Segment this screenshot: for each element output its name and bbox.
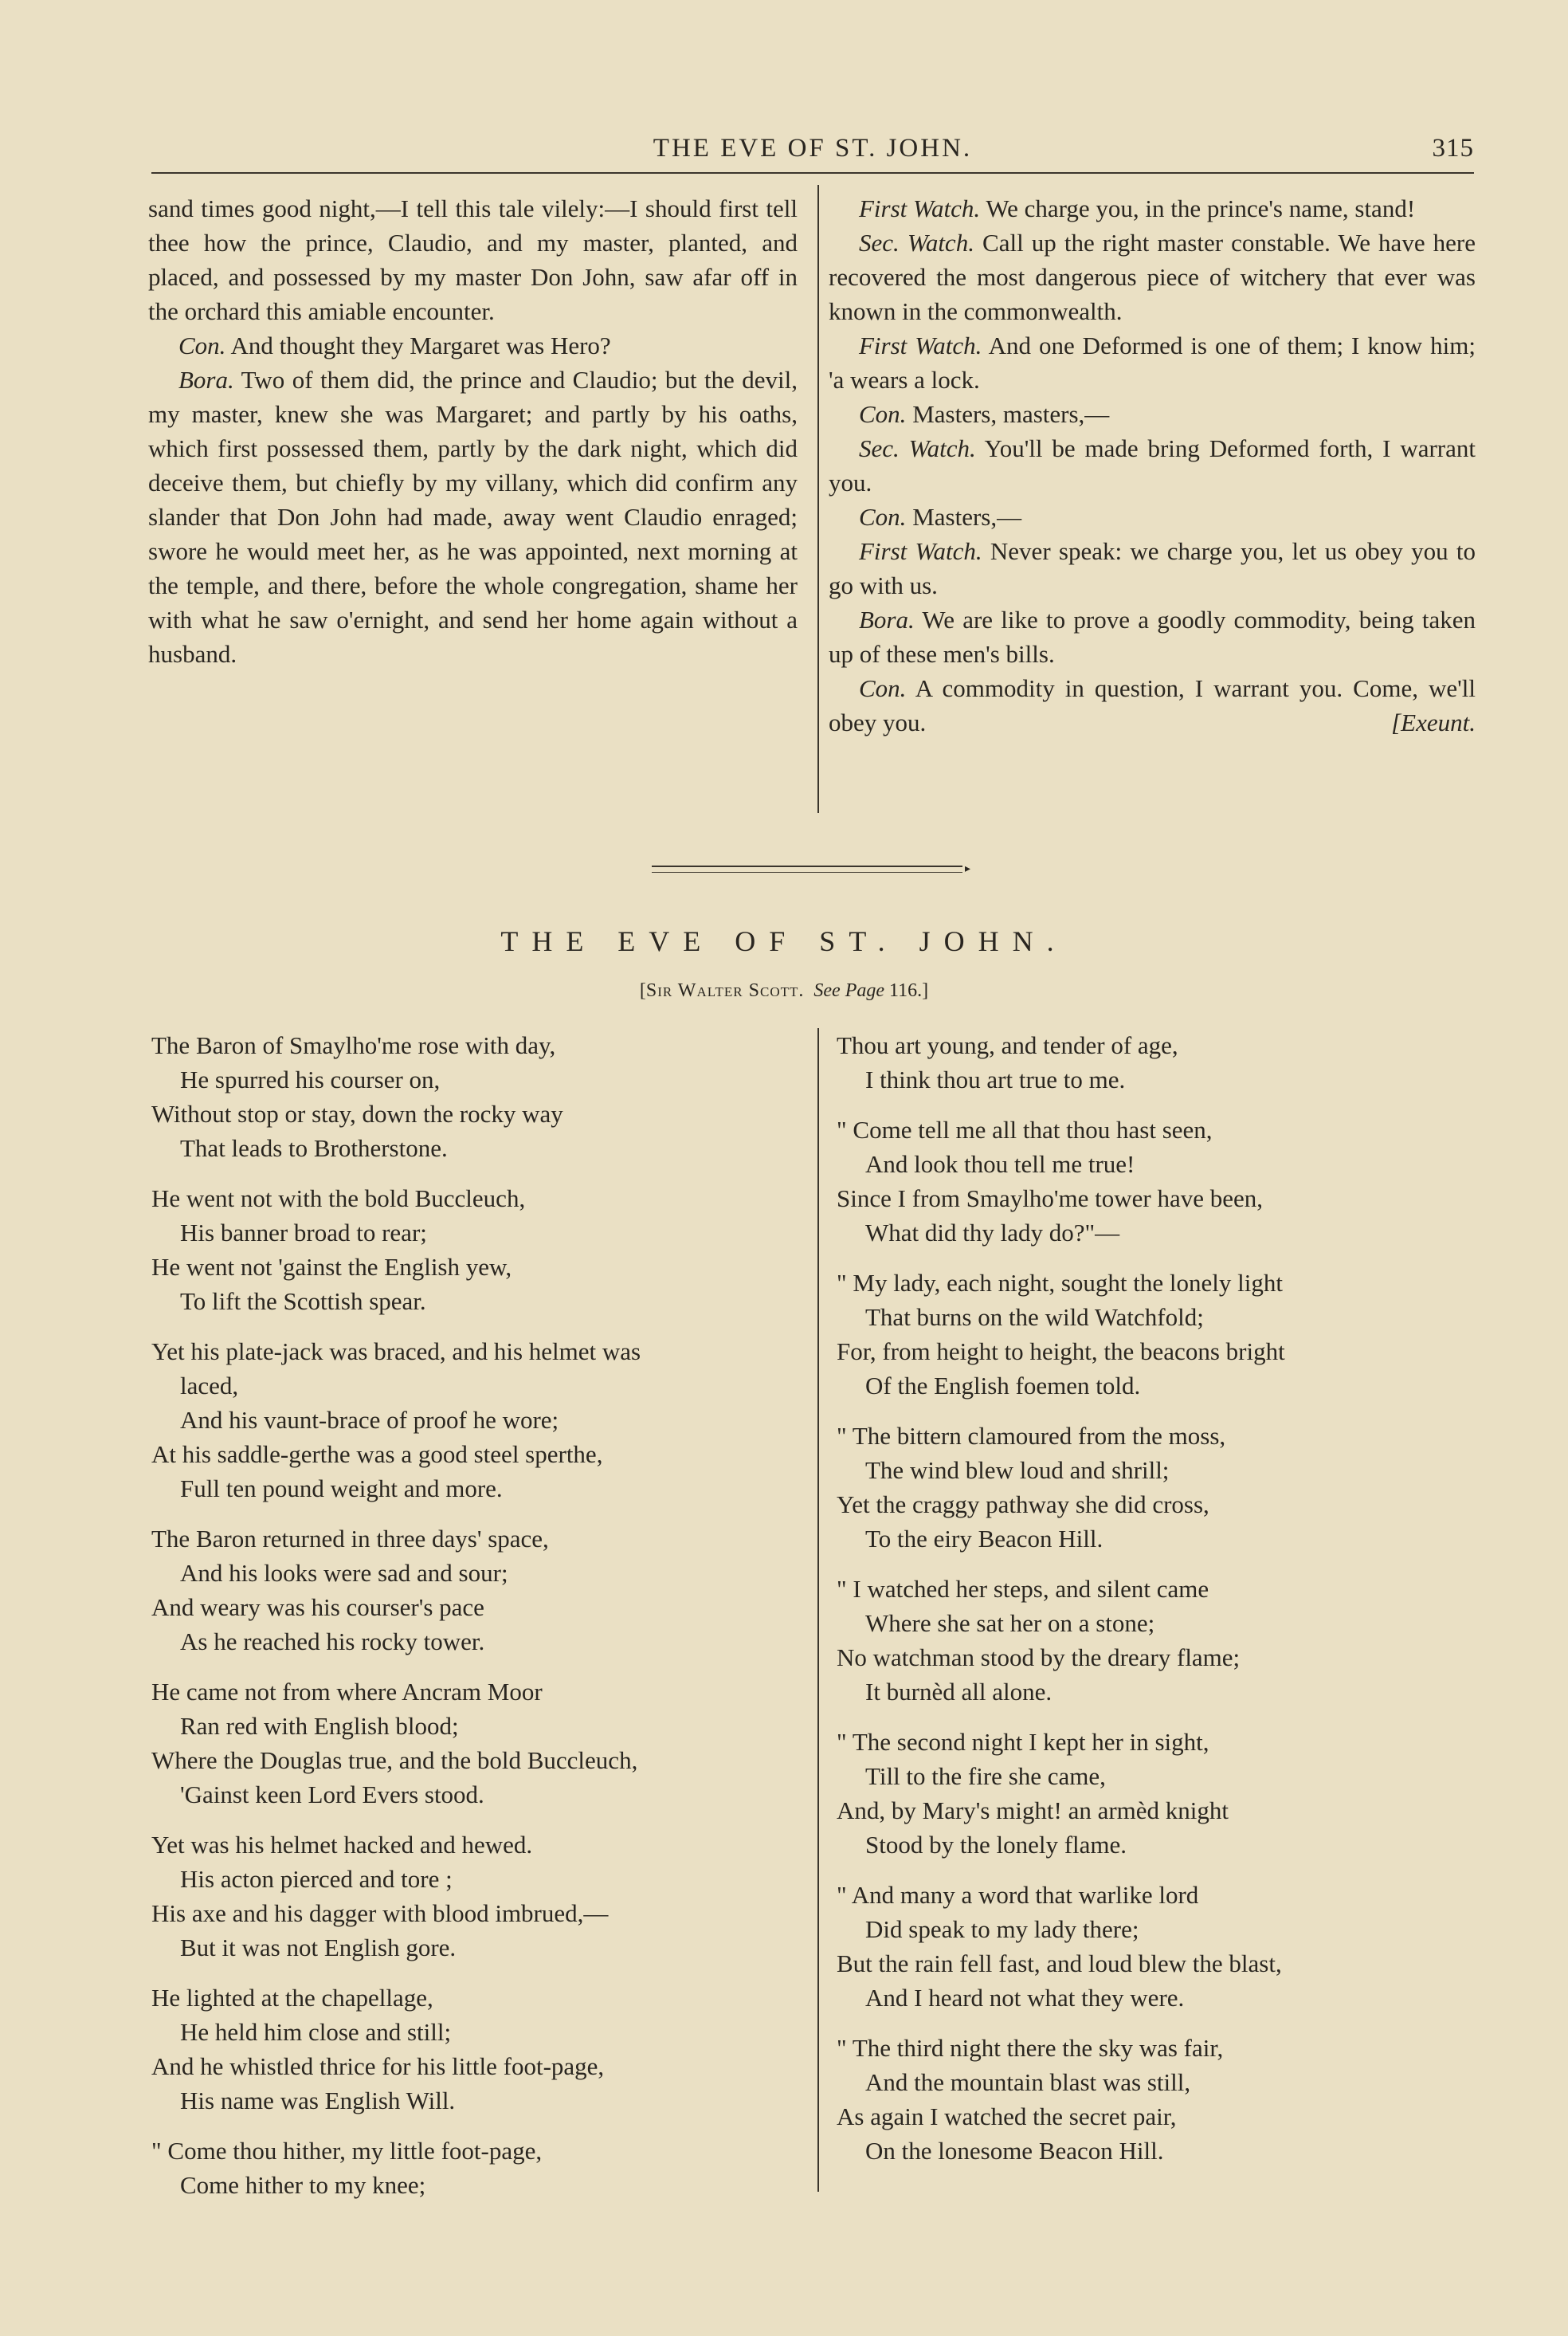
poem-line: Till to the fire she came, [865,1762,1106,1790]
attribution-page: 116.] [889,980,929,1001]
poem-stanza [151,1521,801,1659]
poem-line: That leads to Brotherstone. [180,1134,448,1162]
poem-line: And, by Mary's might! an armèd knight [837,1796,1229,1824]
poem-line: His banner broad to rear; [180,1219,427,1247]
running-title: THE EVE OF ST. JOHN. [653,134,973,163]
poem-stanza [151,2134,801,2202]
poem-line: His name was English Will. [180,2087,456,2114]
speaker-name: First Watch. [859,537,982,565]
speech-paragraph [829,397,1476,431]
poem-line: It burnèd all alone. [865,1678,1053,1706]
section-ornament: ▸ [652,866,970,877]
poem-stanza [837,1266,1474,1403]
poem-line: What did thy lady do?"— [865,1219,1120,1247]
speech-text: You'll be made bring Deformed forth, I warrant you. [829,434,1476,497]
poem-line: " The bittern clamoured from the moss, [837,1422,1226,1450]
speaker-name: First Watch. [859,194,981,222]
poem-line: And his looks were sad and sour; [180,1559,508,1587]
poem-title: THE EVE OF ST. JOHN. [500,925,1068,957]
speech-text: Two of them did, the prince and Claudio; but the devil, my master, knew she was Margaret; and partly by his oaths, which first possessed them, partly by the dark night, which did deceive them, but chiefly by my villany, which did confirm any slander that Don John had made, away went Claudio enraged; swore he would meet her, as he was appointed, next morning at the temple, and there, before the whole congregation, shame her with what he saw o'ernight, and send her home again without a husband. [148,366,798,668]
poem-line: To the eiry Beacon Hill. [865,1525,1103,1553]
poem-line: And look thou tell me true! [865,1150,1135,1178]
poem-line: Yet the craggy pathway she did cross, [837,1490,1209,1518]
poem-line: To lift the Scottish spear. [180,1287,426,1315]
poem-stanza [837,2031,1474,2168]
speech-paragraph [829,431,1476,500]
poem-line: He spurred his courser on, [180,1066,441,1093]
speech-paragraph [829,534,1476,603]
poem-line: " My lady, each night, sought the lonely light [837,1269,1283,1297]
poem-line: But the rain fell fast, and loud blew the blast, [837,1949,1282,1977]
poem-stanza [837,1725,1474,1862]
speaker-name: Con. [859,503,907,531]
poem-line: Ran red with English blood; [180,1712,459,1740]
speech-paragraph [829,671,1476,740]
poem-line: " Come thou hither, my little foot-page, [151,2137,543,2165]
poem-line: The Baron of Smaylho'me rose with day, [151,1031,556,1059]
poem-line: Thou art young, and tender of age, [837,1031,1178,1059]
play-right-column [829,191,1476,740]
poem-line: The wind blew loud and shrill; [865,1456,1170,1484]
poem-line: Where the Douglas true, and the bold Buccleuch, [151,1746,638,1774]
speaker-name: Bora. [178,366,234,394]
poem-line: Of the English foemen told. [865,1372,1141,1400]
poem-stanza [151,1181,801,1318]
poem-line: His axe and his dagger with blood imbrued,— [151,1899,609,1927]
poem-line: The Baron returned in three days' space, [151,1525,549,1553]
poem-stanza [151,1981,801,2118]
speech-text: And one Deformed is one of them; I know him; 'a wears a lock. [829,332,1476,394]
poem-line: For, from height to height, the beacons bright [837,1337,1285,1365]
poem-line: And weary was his courser's pace [151,1593,484,1621]
running-header [151,134,1474,166]
poem-stanza [837,1572,1474,1709]
poem-stanza [151,1828,801,1965]
poem-line: He went not with the bold Buccleuch, [151,1184,526,1212]
header-rule [151,172,1474,174]
speech-paragraph [148,363,798,671]
poem-line: And I heard not what they were. [865,1984,1185,2012]
poem-line: Full ten pound weight and more. [180,1474,503,1502]
poem-stanza [151,1028,801,1165]
speech-text: Masters, masters,— [906,400,1110,428]
poem-line: " I watched her steps, and silent came [837,1575,1209,1603]
poem-line: laced, [180,1372,239,1400]
poem-line: He lighted at the chapellage, [151,1984,433,2012]
poem-line: I think thou art true to me. [865,1066,1126,1093]
poem-stanza [837,1028,1474,1097]
speech-text: sand times good night,—I tell this tale vilely:—I should first tell thee how the prince, Claudio, and my master, planted, and placed, and possessed by my master Don John, saw afar off in the orchard this amiable encounter. [148,194,798,325]
speaker-name: Con. [859,400,907,428]
poem-line: And he whistled thrice for his little foot-page, [151,2052,605,2080]
speech-paragraph [829,226,1476,328]
speech-paragraph [829,191,1476,226]
poem-right-column [837,1028,1474,2184]
poem-line: No watchman stood by the dreary flame; [837,1643,1241,1671]
poem-line: He went not 'gainst the English yew, [151,1253,512,1281]
poem-line: Did speak to my lady there; [865,1915,1139,1943]
poem-line: " The second night I kept her in sight, [837,1728,1209,1756]
poem-line: Stood by the lonely flame. [865,1831,1127,1859]
speech-paragraph [829,500,1476,534]
speech-text: Never speak: we charge you, let us obey you to go with us. [829,537,1476,599]
column-divider-top [817,185,819,813]
speech-paragraph [148,191,798,328]
speaker-name: Bora. [859,606,915,634]
speaker-name: First Watch. [859,332,982,359]
speech-text: And thought they Margaret was Hero? [225,332,611,359]
poem-attribution [0,980,1568,1002]
poem-left-column [151,1028,801,2218]
poem-line: Since I from Smaylho'me tower have been, [837,1184,1264,1212]
speech-text: We are like to prove a goodly commodity, being taken up of these men's bills. [829,606,1476,668]
speech-text: We charge you, in the prince's name, stand! [980,194,1416,222]
poem-line: Come hither to my knee; [180,2171,426,2199]
poem-stanza [837,1878,1474,2015]
attribution-ref: See Page [813,980,885,1001]
speaker-name: Sec. Watch. [859,434,976,462]
speech-text: Masters,— [906,503,1022,531]
speech-paragraph [148,328,798,363]
stage-direction-exeunt: [Exeunt. [1391,709,1476,736]
poem-line: He held him close and still; [180,2018,452,2046]
poem-stanza [151,1674,801,1812]
poem-line: Where she sat her on a stone; [865,1609,1155,1637]
poem-line: At his saddle-gerthe was a good steel sperthe, [151,1440,603,1468]
attribution-author: Sir Walter Scott. [645,980,805,1001]
poem-line: " The third night there the sky was fair, [837,2034,1224,2062]
speech-paragraph [829,603,1476,671]
column-divider-bottom [817,1028,819,2192]
poem-stanza [837,1419,1474,1556]
speech-text: Call up the right master constable. We have here recovered the most dangerous piece of witchery that ever was known in the commonwealth. [829,229,1476,325]
poem-line: Without stop or stay, down the rocky way [151,1100,563,1128]
poem-stanza [151,1334,801,1506]
poem-line: His acton pierced and tore ; [180,1865,453,1893]
speaker-name: Sec. Watch. [859,229,974,257]
poem-stanza [837,1113,1474,1250]
speech-text: A commodity in question, I warrant you. Come, we'll obey you. [829,674,1476,736]
attribution-bracket: [ [639,980,646,1001]
poem-line: On the lonesome Beacon Hill. [865,2137,1164,2165]
poem-line: " And many a word that warlike lord [837,1881,1199,1909]
poem-line: And the mountain blast was still, [865,2068,1191,2096]
page-number: 315 [1432,134,1474,163]
poem-line: Yet his plate-jack was braced, and his helmet was [151,1337,641,1365]
poem-line: That burns on the wild Watchfold; [865,1303,1204,1331]
poem-line: " Come tell me all that thou hast seen, [837,1116,1213,1144]
speech-paragraph [829,328,1476,397]
poem-line: As again I watched the secret pair, [837,2102,1177,2130]
poem-line: He came not from where Ancram Moor [151,1678,543,1706]
poem-line: As he reached his rocky tower. [180,1627,485,1655]
poem-line: 'Gainst keen Lord Evers stood. [180,1780,484,1808]
play-left-column [148,191,798,671]
speaker-name: Con. [859,674,907,702]
poem-line: And his vaunt-brace of proof he wore; [180,1406,559,1434]
poem-line: But it was not English gore. [180,1934,457,1961]
poem-line: Yet was his helmet hacked and hewed. [151,1831,533,1859]
speaker-name: Con. [178,332,226,359]
